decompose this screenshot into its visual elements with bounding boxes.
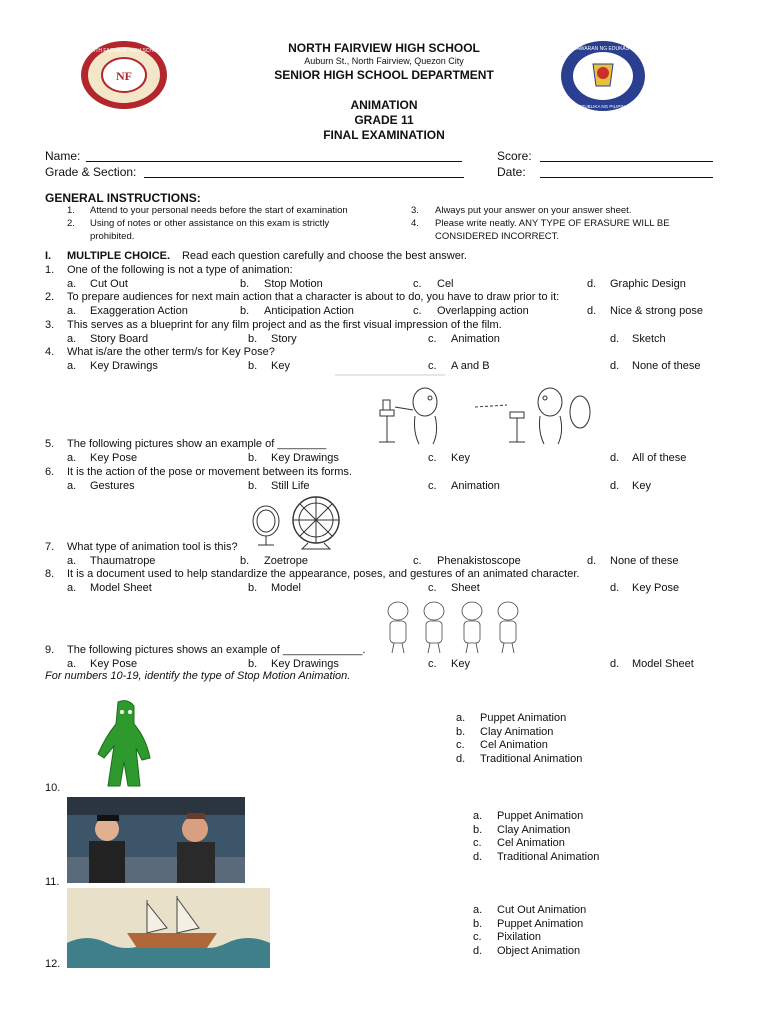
choice-letter: d. xyxy=(610,658,620,670)
name-label: Name: xyxy=(45,149,81,163)
answer-choice: Phenakistoscope xyxy=(437,555,521,567)
choice-letter: a. xyxy=(67,305,77,317)
choice-letter: b. xyxy=(248,658,258,670)
grade: GRADE 11 xyxy=(354,113,414,127)
choice-letter: a. xyxy=(67,480,77,492)
choice-letter: c. xyxy=(413,555,422,567)
choice-letter: c. xyxy=(456,739,465,752)
answer-choice: Clay Animation xyxy=(497,823,571,836)
answer-choice: Cut Out Animation xyxy=(497,904,587,916)
choice-letter: a. xyxy=(67,555,77,567)
choice-letter: a. xyxy=(67,360,77,372)
answer-choice: Key Drawings xyxy=(90,360,158,372)
choice-letter: b. xyxy=(240,278,250,290)
score-field[interactable] xyxy=(540,161,713,162)
answer-choice: Puppet Animation xyxy=(497,810,584,822)
instruction-text: prohibited. xyxy=(90,231,135,242)
answer-choice: Key Pose xyxy=(90,452,138,464)
instructions-title: GENERAL INSTRUCTIONS: xyxy=(45,191,201,205)
choice-letter: d. xyxy=(456,752,466,765)
date-label: Date: xyxy=(497,165,526,179)
question-number: 5. xyxy=(45,438,55,450)
choice-letter: a. xyxy=(67,333,77,345)
question-text: The following pictures shows an example of _____________. xyxy=(67,644,366,656)
instruction-text: Please write neatly. ANY TYPE OF ERASURE WILL BE xyxy=(435,218,670,229)
choice-letter: b. xyxy=(248,333,258,345)
answer-choice: Key Pose xyxy=(632,582,680,594)
question-text: It is the action of the pose or movement between its forms. xyxy=(67,466,352,478)
answer-choice: Animation xyxy=(451,480,500,492)
answer-choice: Key xyxy=(451,658,470,670)
answer-choice: Traditional Animation xyxy=(480,752,583,765)
choice-letter: b. xyxy=(248,452,258,464)
answer-choice: Pixilation xyxy=(497,931,542,944)
answer-choice: Story xyxy=(271,333,297,345)
choice-letter: c. xyxy=(413,305,422,317)
choice-letter: c. xyxy=(473,837,482,850)
answer-choice: Cel Animation xyxy=(480,739,548,752)
section-title: MULTIPLE CHOICE. xyxy=(67,250,171,262)
cutout-animation-image xyxy=(67,888,270,968)
choice-letter: b. xyxy=(473,917,483,930)
answer-choice: Overlapping action xyxy=(437,305,529,317)
choice-letter: b. xyxy=(248,582,258,594)
answer-choice: None of these xyxy=(632,360,701,372)
school-address: Auburn St., North Fairview, Quezon City xyxy=(304,56,464,66)
grade-section-label: Grade & Section: xyxy=(45,165,137,179)
svg-text:NF: NF xyxy=(116,69,132,83)
answer-choice: Thaumatrope xyxy=(90,555,156,567)
answer-choice: Story Board xyxy=(90,333,149,345)
question-text: This serves as a blueprint for any film project and as the first visual impression of the film. xyxy=(67,319,502,331)
answer-choice: Cel xyxy=(437,278,454,290)
answer-choice: Graphic Design xyxy=(610,278,686,290)
seal-text: NORTH FAIRVIEW HIGH SCHOOL xyxy=(84,48,164,54)
question-number: 10. xyxy=(45,782,61,794)
question-number: 1. xyxy=(45,264,55,276)
choice-letter: b. xyxy=(473,823,483,836)
section-description: Read each question carefully and choose the best answer. xyxy=(182,250,467,262)
answer-choice: Key xyxy=(271,360,290,372)
choice-letter: b. xyxy=(240,555,250,567)
answer-choice: Cut Out xyxy=(90,278,128,290)
question-text: To prepare audiences for next main action that a character is about to do, you have to draw prior to it: xyxy=(67,291,560,303)
choice-letter: d. xyxy=(587,278,597,290)
choice-letter: b. xyxy=(456,725,466,738)
svg-text:KAGAWARAN NG EDUKASYON: KAGAWARAN NG EDUKASYON xyxy=(566,46,640,52)
answer-choice: Key Pose xyxy=(90,658,138,670)
instruction-text: CONSIDERED INCORRECT. xyxy=(435,231,560,242)
question-number: 11. xyxy=(45,876,60,888)
answer-choice: Key Drawings xyxy=(271,452,339,464)
answer-choice: Model xyxy=(271,582,301,594)
answer-choice: Zoetrope xyxy=(264,555,309,567)
answer-choice: A and B xyxy=(451,360,490,372)
question-number: 9. xyxy=(45,644,55,656)
choice-letter: a. xyxy=(473,904,483,916)
choice-letter: c. xyxy=(428,333,437,345)
puppet-animation-image xyxy=(67,797,245,883)
choice-letter: d. xyxy=(610,333,620,345)
answer-choice: Exaggeration Action xyxy=(90,305,188,317)
answer-choice: Key Drawings xyxy=(271,658,339,670)
name-field[interactable] xyxy=(86,161,462,162)
answer-choice: Puppet Animation xyxy=(497,917,584,930)
question-text: One of the following is not a type of animation: xyxy=(67,264,293,276)
instruction-text: Using of notes or other assistance on this exam is strictly xyxy=(90,218,330,229)
answer-choice: None of these xyxy=(610,555,679,567)
answer-choice: Sketch xyxy=(632,333,666,345)
question-number: 8. xyxy=(45,568,55,580)
choice-letter: d. xyxy=(587,305,597,317)
answer-choice: Puppet Animation xyxy=(480,712,567,724)
question-text: What type of animation tool is this? xyxy=(67,541,238,553)
answer-choice: Traditional Animation xyxy=(497,850,600,863)
svg-text:REPUBLIKA NG PILIPINAS: REPUBLIKA NG PILIPINAS xyxy=(575,104,631,109)
choice-letter: c. xyxy=(428,452,437,464)
school-name: NORTH FAIRVIEW HIGH SCHOOL xyxy=(288,41,480,55)
choice-letter: d. xyxy=(610,582,620,594)
choice-letter: a. xyxy=(67,658,77,670)
clay-figure-image xyxy=(90,698,160,790)
question-number: 6. xyxy=(45,466,55,478)
choice-letter: a. xyxy=(473,810,483,822)
answer-choice: Model Sheet xyxy=(632,658,694,670)
score-label: Score: xyxy=(497,149,532,163)
department: SENIOR HIGH SCHOOL DEPARTMENT xyxy=(274,68,494,82)
choice-letter: c. xyxy=(413,278,422,290)
choice-letter: c. xyxy=(428,480,437,492)
choice-letter: a. xyxy=(456,712,466,724)
exam-title: FINAL EXAMINATION xyxy=(323,128,445,142)
choice-letter: b. xyxy=(248,480,258,492)
zoetrope-image xyxy=(248,495,358,551)
instruction-number: 4. xyxy=(411,218,419,229)
answer-choice: Model Sheet xyxy=(90,582,152,594)
answer-choice: Nice & strong pose xyxy=(610,305,703,317)
question-number: 3. xyxy=(45,319,55,331)
key-pose-drawings-image xyxy=(335,372,605,450)
choice-letter: b. xyxy=(248,360,258,372)
instruction-number: 2. xyxy=(67,218,75,229)
choice-letter: d. xyxy=(587,555,597,567)
choice-letter: c. xyxy=(428,582,437,594)
instruction-number: 1. xyxy=(67,205,75,216)
choice-letter: d. xyxy=(610,452,620,464)
choice-letter: d. xyxy=(610,360,620,372)
grade-section-field[interactable] xyxy=(144,177,464,178)
answer-choice: Cel Animation xyxy=(497,837,565,850)
answer-choice: Still Life xyxy=(271,480,310,492)
answer-choice: Sheet xyxy=(451,582,480,594)
instruction-number: 3. xyxy=(411,205,419,216)
date-field[interactable] xyxy=(540,177,713,178)
answer-choice: Stop Motion xyxy=(264,278,323,290)
answer-choice: Gestures xyxy=(90,480,135,492)
choice-letter: a. xyxy=(67,452,77,464)
section-number: I. xyxy=(45,250,52,262)
subject: ANIMATION xyxy=(350,98,418,112)
answer-choice: Object Animation xyxy=(497,944,581,957)
choice-letter: a. xyxy=(67,582,77,594)
question-text: What is/are the other term/s for Key Pose? xyxy=(67,346,275,358)
choice-letter: c. xyxy=(428,658,437,670)
answer-choice: Key xyxy=(632,480,651,492)
choice-letter: d. xyxy=(610,480,620,492)
model-sheet-image xyxy=(380,595,530,655)
choice-letter: c. xyxy=(473,931,482,944)
answer-choice: Anticipation Action xyxy=(264,305,354,317)
question-text: The following pictures show an example of ________ xyxy=(67,438,327,450)
answer-choice: Clay Animation xyxy=(480,725,554,738)
stop-motion-note: For numbers 10-19, identify the type of Stop Motion Animation. xyxy=(45,670,351,682)
answer-choice: Key xyxy=(451,452,470,464)
choice-letter: a. xyxy=(67,278,77,290)
question-text: It is a document used to help standardize the appearance, poses, and gestures of an animated character. xyxy=(67,568,580,580)
question-number: 4. xyxy=(45,346,55,358)
question-number: 7. xyxy=(45,541,55,553)
choice-letter: b. xyxy=(240,305,250,317)
question-number: 2. xyxy=(45,291,55,303)
instruction-text: Always put your answer on your answer sheet. xyxy=(435,205,632,216)
instruction-text: Attend to your personal needs before the start of examination xyxy=(90,205,348,216)
choice-letter: d. xyxy=(473,944,483,957)
choice-letter: d. xyxy=(473,850,483,863)
answer-choice: All of these xyxy=(632,452,687,464)
answer-choice: Animation xyxy=(451,333,500,345)
choice-letter: c. xyxy=(428,360,437,372)
question-number: 12. xyxy=(45,958,61,970)
